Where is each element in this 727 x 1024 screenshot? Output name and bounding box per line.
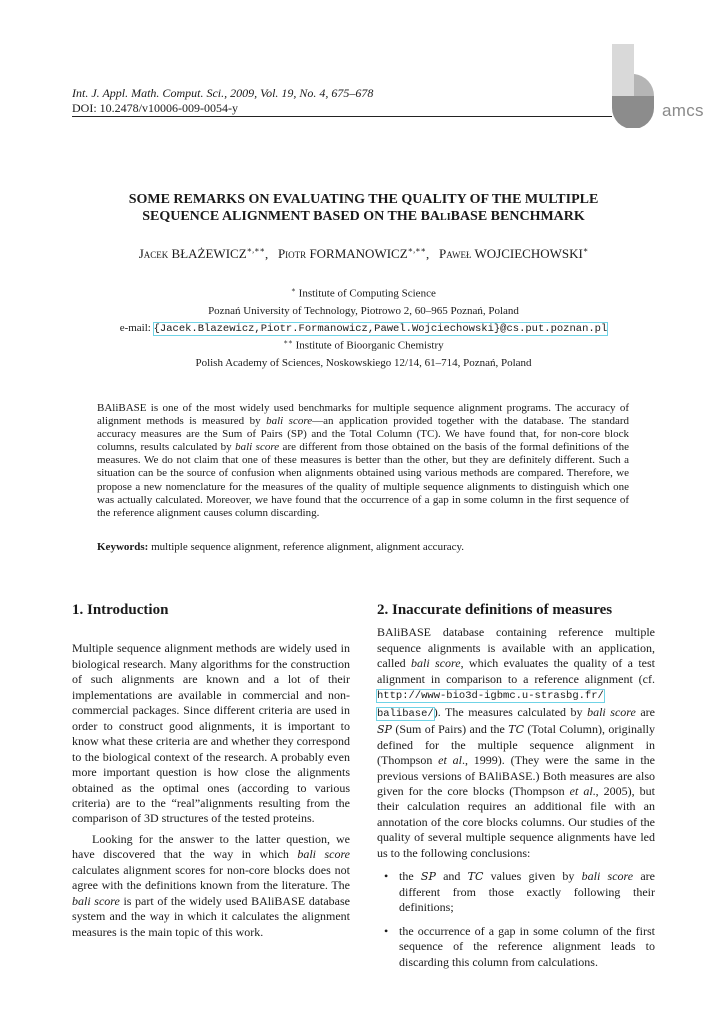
affiliation-2-mark: ∗∗ <box>283 338 293 346</box>
paragraph-term: bali score <box>411 656 461 671</box>
paragraph-term: bali score <box>587 704 636 719</box>
email-link[interactable]: {Jacek.Blazewicz,Piotr.Formanowicz,Pawel.Wojciechowski}@cs.put.poznan.pl <box>153 322 608 335</box>
affiliation-1-mark: ∗ <box>291 286 296 294</box>
author-marks: ∗,∗∗ <box>407 246 426 255</box>
math-tc: TC <box>467 870 484 884</box>
affiliation-2-title: Institute of Bioorganic Chemistry <box>295 339 444 352</box>
abstract-text: are different from those obtained on the basis of the formal definitions of the measures. We do not claim that one of these measures is better than the other, but they are definitely different. Such a situation can be the source of confusion when alignments obtained using various methods are compared. Therefore, we propose a new nomenclature for the measures of the quality of multiple sequence alignments to distinguish which one was actually calculated. Moreover, we have found that the occurrence of a gap in some column in the first sequence of the reference alignment causes column discarding. <box>97 441 629 519</box>
paragraph-text: are <box>635 704 656 719</box>
title-line-2-sc: li <box>440 209 451 224</box>
author-last-name: WOJCIECHOWSKI <box>474 246 583 262</box>
list-text: values given by <box>483 869 582 884</box>
list-text: the <box>399 869 421 884</box>
author <box>278 246 426 261</box>
list-text: are different from those exactly following their definitions; <box>399 869 655 915</box>
journal-citation: Int. J. Appl. Math. Comput. Sci., 2009, Vol. 19, No. 4, 675–678 <box>72 86 374 100</box>
paragraph-text: is part of the widely used BAliBASE database system and the way in which it calculates the alignment measures is the main topic of this work. <box>72 893 350 939</box>
math-tc: TC <box>508 723 525 737</box>
paper-title <box>72 191 655 225</box>
title-line-2 <box>72 208 655 225</box>
math-sp: SP <box>377 723 392 737</box>
paragraph-text: (Total Column), originally defined for the multiple sequence alignment in (Thompson <box>377 722 656 768</box>
affiliation-1-address: Poznań University of Technology, Piotrowo 2, 60–965 Poznań, Poland <box>208 304 519 317</box>
paragraph-text: BAliBASE database containing reference multiple sequence alignments is available with an application, called <box>377 625 655 671</box>
affiliation-1-name <box>72 283 655 301</box>
author-last-name: BŁAŻEWICZ <box>171 246 247 262</box>
author-list: Jacek BŁAŻEWICZ∗,∗∗, Piotr FORMANOWICZ∗,∗∗, Paweł WOJCIECHOWSKI∗ <box>138 246 589 262</box>
author <box>139 246 265 261</box>
abstract-term: bali score <box>235 441 280 454</box>
column-right <box>377 603 655 978</box>
list-item: • the occurrence of a gap in some column of the first sequence of the reference alignment leads to discarding this column from calculations. <box>399 924 655 970</box>
paragraph-text: ). The measures calculated by <box>433 704 588 719</box>
abstract-text: —an application provided together with the database. The standard accuracy measures are the Sum of Pairs (SP) and the Total Column (TC). We have found that, for non-core block columns, results calculated by <box>97 415 629 454</box>
keywords <box>97 541 629 553</box>
balibase-url-link[interactable]: http://www-bio3d-igbmc.u-strasbg.fr/ <box>377 690 604 703</box>
email-line <box>72 321 655 336</box>
header-rule <box>72 116 612 117</box>
paragraph-term: bali score <box>297 847 351 862</box>
balibase-url-link-cont[interactable]: balibase/ <box>377 707 434 720</box>
author-marks: ∗,∗∗ <box>246 246 265 255</box>
section-1-paragraph-2 <box>72 832 350 940</box>
list-text: and <box>435 869 468 884</box>
author-last-name: FORMANOWICZ <box>309 246 408 262</box>
author-first-name: Piotr <box>277 246 307 262</box>
paragraph-text: ., 2005), but their calculation requires an additional file with an annotation of the core blocks columns. Our studies of the quality of several multiple sequence alignments have led us to the following conclusions: <box>377 783 655 860</box>
email-label: e-mail: <box>119 321 151 334</box>
keywords-label: Keywords: <box>97 541 149 553</box>
abstract-term: bali score <box>266 415 313 428</box>
paragraph-term: bali score <box>72 893 120 908</box>
section-2-paragraph <box>377 625 655 861</box>
logo-text: amcs <box>662 101 704 120</box>
affiliation-2-name <box>72 335 655 353</box>
list-item <box>399 869 655 915</box>
citation-etal: et al <box>569 783 593 798</box>
doi: DOI: 10.2478/v10006-009-0054-y <box>72 101 238 115</box>
affiliation-2-address: Polish Academy of Sciences, Noskowskiego 12/14, 61–714, Poznań, Poland <box>195 356 532 369</box>
paragraph-text: calculates alignment scores for non-core blocks does not agree with the definitions known from the literature. The <box>72 862 350 893</box>
author <box>439 246 588 261</box>
paragraph-text: Looking for the answer to the latter question, we have discovered that the way in which <box>72 831 350 862</box>
title-line-2-b: BASE BENCHMARK <box>450 209 585 224</box>
section-1-paragraph-1: Multiple sequence alignment methods are widely used in biological research. Many algorithms for the construction of such alignments are known and a lot of their implementations are available in commercial and non-commercial packages. Since different criteria are used in order to construct good alignments, it is important to know what these criteria are and whether they correspond to the biological context of the research. A probably even more important question is how close the alignments obtained as the optimal ones (according to various criteria) are to the “real”alignments resulting from the comparison of 3D structures of the tested proteins. <box>72 641 350 826</box>
journal-header <box>72 86 373 116</box>
keywords-text: multiple sequence alignment, reference alignment, alignment accuracy. <box>151 541 465 553</box>
list-term: bali score <box>581 869 634 884</box>
math-sp: SP <box>420 870 436 884</box>
paragraph-text: ., 1999). (They were the same in the previous versions of BAliBASE.) Both measures are also given for the core blocks (Thompson <box>377 753 655 798</box>
affiliation-2 <box>72 335 655 370</box>
affiliation-1 <box>72 283 655 336</box>
affiliation-1-title: Institute of Computing Science <box>298 287 436 300</box>
section-2-heading: 2. Inaccurate definitions of measures <box>377 602 613 618</box>
conclusions-list <box>377 869 655 970</box>
paragraph-text: , which evaluates the quality of a test alignment in comparison to a reference alignment (cf. <box>377 656 655 686</box>
citation-etal: et al <box>438 753 462 768</box>
abstract <box>97 402 629 520</box>
section-1-heading: 1. Introduction <box>72 602 169 618</box>
title-line-1: SOME REMARKS ON EVALUATING THE QUALITY OF THE MULTIPLE <box>128 192 599 207</box>
author-first-name: Jacek <box>138 246 169 262</box>
author-marks: ∗ <box>582 246 589 255</box>
abstract-text: BAliBASE is one of the most widely used benchmarks for multiple sequence alignment programs. The accuracy of alignment methods is measured by <box>97 402 629 428</box>
title-line-2-a: SEQUENCE ALIGNMENT BASED ON THE BA <box>142 209 441 224</box>
column-left <box>72 603 350 940</box>
amcs-logo <box>610 44 716 128</box>
author-first-name: Paweł <box>438 246 472 262</box>
paragraph-text: (Sum of Pairs) and the <box>391 722 509 737</box>
